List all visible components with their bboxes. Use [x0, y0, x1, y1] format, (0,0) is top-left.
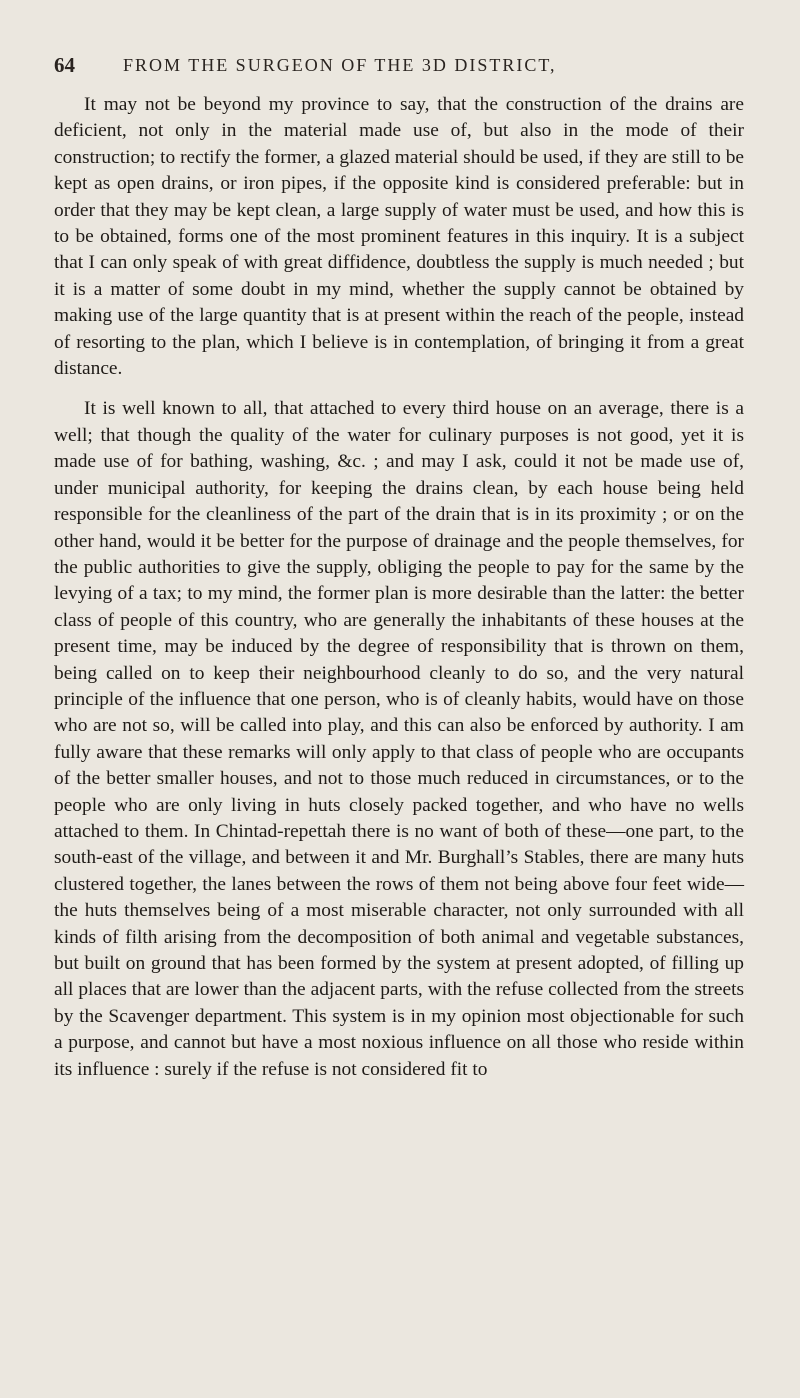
paragraph-1: It may not be beyond my province to say, that the construction of the drains are deficient, not only in the material made use of, but also in the mode of their construction; to rectify the former, a glazed material should be used, if they are still to be kept as open drains, or iron pipes, if the opposite kind is considered preferable: but in order that they may be kept clean, a large supply of water must be used, and how this is to be obtained, forms one of the most prominent features in this inquiry. It is a subject that I can only speak of with great diffidence, doubtless the supply is much needed ; but it is a matter of some doubt in my mind, whether the supply cannot be obtained by making use of the large quantity that is at present within the reach of the people, instead of resorting to the plan, which I believe is in contemplation, of bringing it from a great distance.	[54, 94, 744, 380]
paragraph-2: It is well known to all, that attached to every third house on an average, there is a well; that though the quality of the water for culinary purposes is not good, yet it is made use of for bathing, washing, &c. ; and may I ask, could it not be made use of, under municipal authority, for keeping the drains clean, by each house being held responsible for the cleanliness of the part of the drain that is in its proximity ; or on the other hand, would it be better for the purpose of drainage and the people themselves, for the public authorities to give the supply, obliging the people to pay for the same by the levying of a tax; to my mind, the former plan is more desirable than the latter: the better class of people of this country, who are generally the inhabitants of these houses at the present time, may be induced by the degree of responsibility that is thrown on them, being called on to keep their neighbourhood cleanly to do so, and the very natural principle of the influence that one person, who is of cleanly habits, would have on those who are not so, will be called into play, and this can also be enforced by authority. I am fully aware that these remarks will only apply to that class of people who are occupants of the better smaller houses, and not to those much reduced in circumstances, or to the people who are only living in huts closely packed together, and who have no wells attached to them. In Chintad-repettah there is no want of both of these—one part, to the south-east of the village, and between it and Mr. Burghall’s Stables, there are many huts clustered together, the lanes between the rows of them not being above four feet wide—the huts themselves being of a most miserable character, not only surrounded with all kinds of filth arising from the decomposition of both animal and vegetable substances, but built on ground that has been formed by the system at present adopted, of filling up all places that are lower than the adjacent parts, with the refuse collected from the streets by the Scavenger department. This system is in my opinion most objectionable for such a purpose, and cannot but have a most noxious influence on all those who reside within its influence : surely if the refuse is not considered fit to	[54, 398, 744, 1080]
page-number: 64	[54, 52, 75, 77]
running-header	[54, 50, 744, 80]
body-text	[54, 92, 744, 1083]
running-title: FROM THE SURGEON OF THE 3D DISTRICT,	[123, 54, 557, 75]
